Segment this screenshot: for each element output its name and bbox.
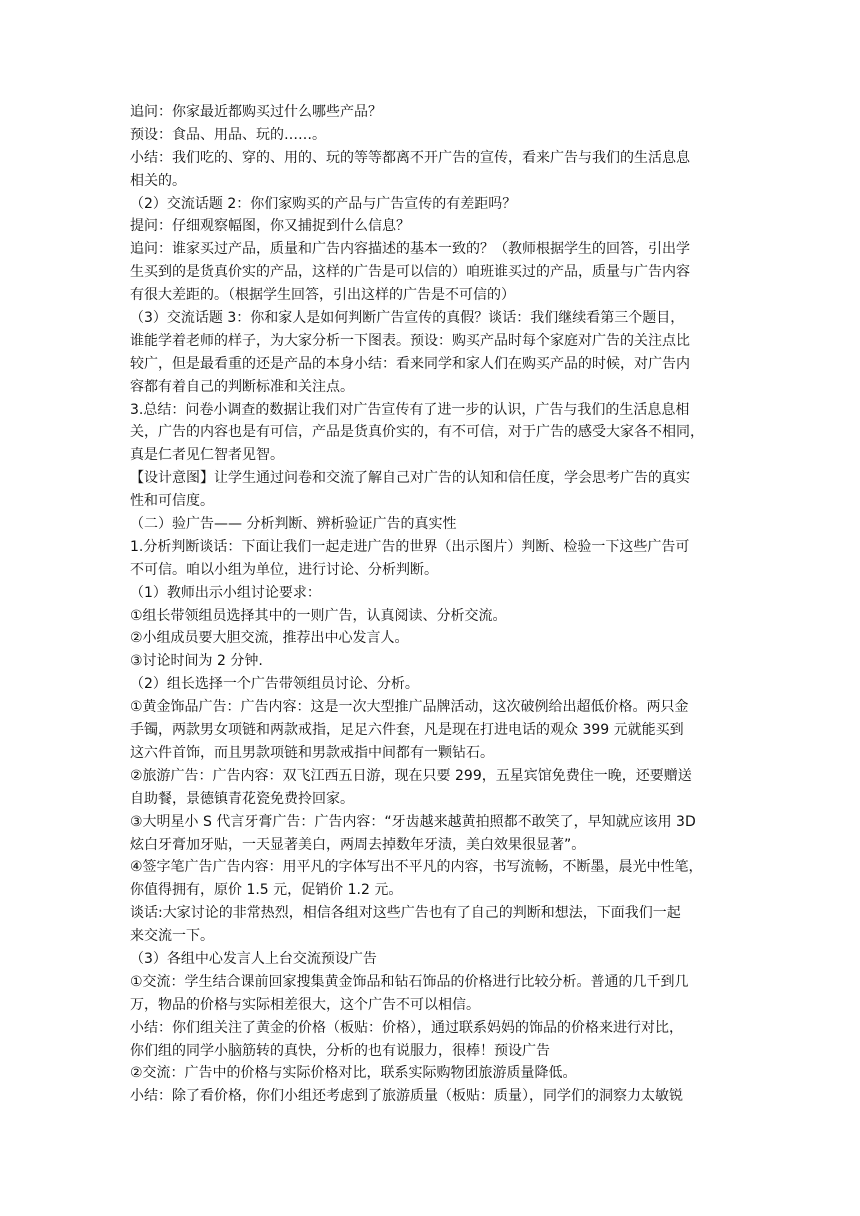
text-line: 不可信。咱以小组为单位，进行讨论、分析判断。 [130,561,438,578]
text-line: 较广，但是最看重的还是产品的本身小结：看来同学和家人们在购买产品的时候，对广告内 [130,355,690,372]
text-line: 有很大差距的。（根据学生回答，引出这样的广告是不可信的） [130,287,515,304]
text-line: 追问：你家最近都购买过什么哪些产品？ [130,104,382,120]
text-line: 自助餐，景德镇青花瓷免费拎回家。 [130,790,354,807]
text-line: 你值得拥有，原价 1.5 元，促销价 1.2 元。 [130,882,403,899]
text-line: ③讨论时间为 2 分钟. [130,653,263,670]
text-line: ②交流：广告中的价格与实际价格对比，联系实际购物团旅游质量降低。 [130,1065,577,1082]
text-line: ①组长带领组员选择其中的一则广告，认真阅读、分析交流。 [130,607,507,624]
text-line: 关，广告的内容也是有可信，产品是货真价实的，有不可信，对于广告的感受大家各不相同， [130,424,704,441]
text-line: 【设计意图】让学生通过问卷和交流了解自己对广告的认知和信任度，学会思考广告的真实 [130,470,690,487]
text-line: （2）交流话题 2：你们家购买的产品与广告宣传的有差距吗？ [130,195,517,212]
text-line: 万，物品的价格与实际相差很大，这个广告不可以相信。 [130,996,480,1013]
text-line: 预设：食品、用品、玩的……。 [130,126,326,143]
text-line: 提问：仔细观察幅图，你又捕捉到什么信息？ [130,218,410,235]
text-line: 性和可信度。 [130,493,214,510]
document-body [130,101,735,1108]
text-line: 生买到的是货真价实的产品，这样的广告是可以信的）咱班谁买过的产品，质量与广告内容 [130,264,690,281]
text-line: ②旅游广告：广告内容：双飞江西五日游，现在只要 299，五星宾馆免费住一晚，还要赠送 [130,767,692,784]
text-line: 谁能学着老师的样子，为大家分析一下图表。预设：购买产品时每个家庭对广告的关注点比 [130,332,690,349]
text-line: 1.分析判断谈话：下面让我们一起走进广告的世界（出示图片）判断、检验一下这些广告可 [130,538,690,555]
text-line: 真是仁者见仁智者见智。 [130,447,284,464]
text-line: 容都有着自己的判断标准和关注点。 [130,378,354,395]
text-line: 这六件首饰，而且男款项链和男款戒指中间都有一颗钻石。 [130,744,494,761]
text-line: 手镯，两款男女项链和两款戒指，足足六件套，凡是现在打进电话的观众 399 元就能买到 [130,722,684,739]
text-line: ①黄金饰品广告：广告内容：这是一次大型推广品牌活动，这次破例给出超低价格。两只金 [130,699,689,716]
text-line: （1）教师出示小组讨论要求： [130,584,321,601]
text-line: （3）各组中心发言人上台交流预设广告 [130,950,377,967]
text-line: （3）交流话题 3：你和家人是如何判断广告宣传的真假？谈话：我们继续看第三个题目， [130,310,685,327]
text-line: 谈话:大家讨论的非常热烈，相信各组对这些广告也有了自己的判断和想法，下面我们一起 [130,905,681,922]
text-line: 来交流一下。 [130,928,214,945]
text-line: 相关的。 [130,172,186,189]
text-line: （二）验广告—— 分析判断、辨析验证广告的真实性 [130,516,457,533]
text-line: 小结：我们吃的、穿的、用的、玩的等等都离不开广告的宣传，看来广告与我们的生活息息 [130,149,690,166]
text-line: （2）组长选择一个广告带领组员讨论、分析。 [130,676,419,693]
text-line: 小结：你们组关注了黄金的价格（板贴：价格），通过联系妈妈的饰品的价格来进行对比， [130,1019,683,1036]
text-line: ①交流：学生结合课前回家搜集黄金饰品和钻石饰品的价格进行比较分析。普通的几千到几 [130,973,689,990]
text-line: 追问：谁家买过产品，质量和广告内容描述的基本一致的？（教师根据学生的回答，引出学 [130,241,690,258]
text-line: 你们组的同学小脑筋转的真快，分析的也有说服力，很棒！预设广告 [130,1042,550,1059]
text-line: 炫白牙膏加牙贴，一天显著美白，两周去掉数年牙渍，美白效果很显著”。 [130,836,586,853]
text-line: ④签字笔广告广告内容：用平凡的字体写出不平凡的内容，书写流畅，不断墨，晨光中性笔， [130,859,703,876]
text-line: 3.总结：问卷小调查的数据让我们对广告宣传有了进一步的认识，广告与我们的生活息息相 [130,401,690,418]
text-line: 小结：除了看价格，你们小组还考虑到了旅游质量（板贴：质量），同学们的洞察力太敏锐 [130,1088,683,1105]
text-line: ③大明星小 S 代言牙膏广告：广告内容：“牙齿越来越黄拍照都不敢笑了，早知就应该用 3D [130,813,696,830]
text-line: ②小组成员要大胆交流，推荐出中心发言人。 [130,630,409,647]
